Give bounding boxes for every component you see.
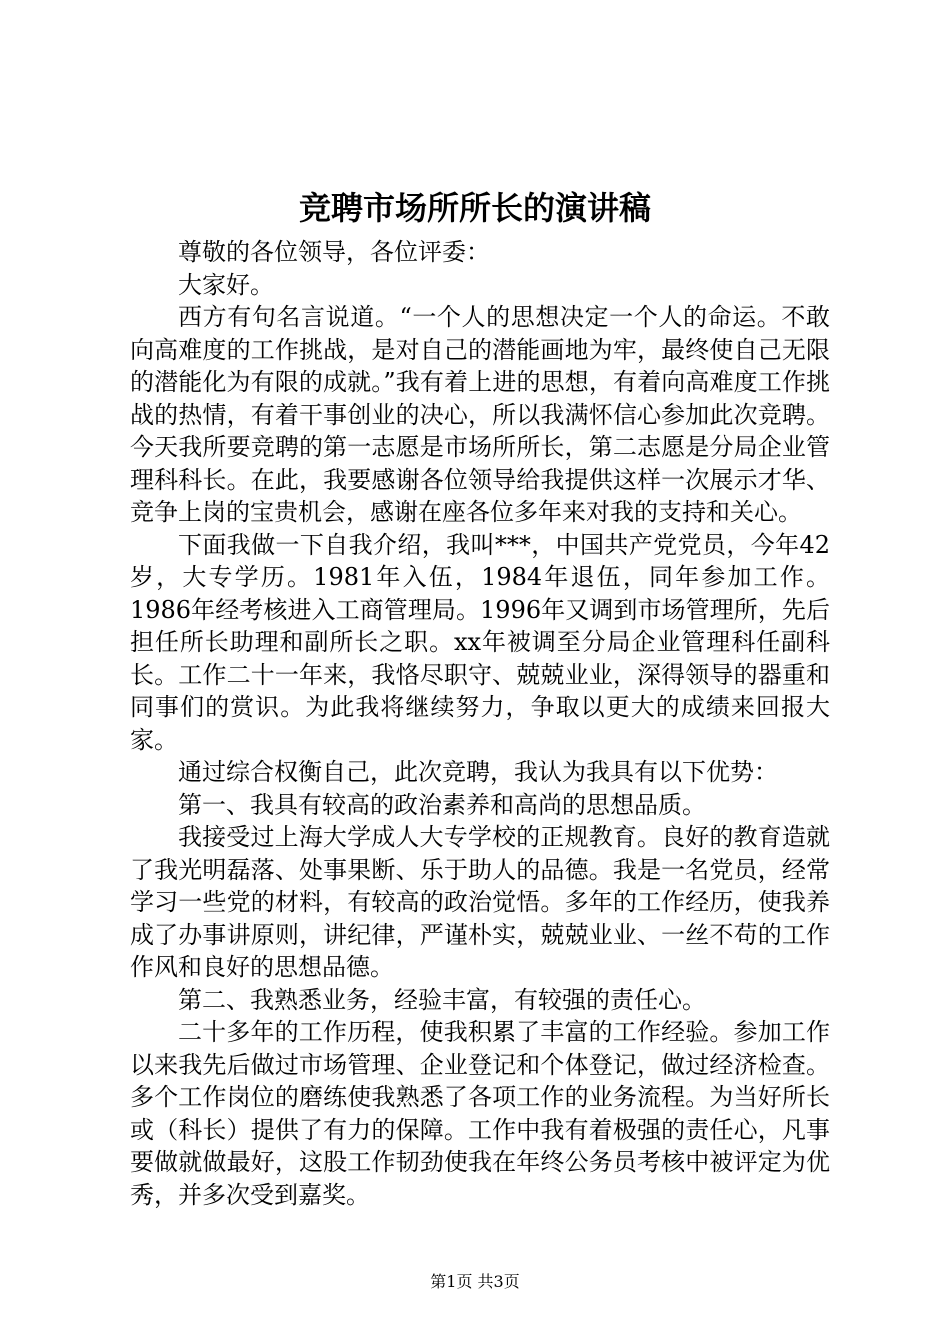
- paragraph-advantage-two-heading: 第二、我熟悉业务，经验丰富，有较强的责任心。: [178, 985, 706, 1014]
- paragraph-salutation: 尊敬的各位领导，各位评委：: [178, 238, 490, 266]
- paragraph-greeting: 大家好。: [178, 270, 274, 299]
- paragraph-advantage-one-body: 我接受过上海大学成人大专学校的正规教育。良好的教育造就了我光明磊落、处事果断、乐于助人的品德。我是一名党员，经常学习一些党的材料，有较高的政治觉悟。多年的工作经历，使我养成了办事讲原则，讲纪律，严谨朴实，兢兢业业、一丝不苟的工作作风和良好的思想品德。: [130, 823, 830, 981]
- paragraph-self-introduction: 下面我做一下自我介绍，我叫***，中国共产党党员，今年42岁，大专学历。1981年入伍，1984年退伍，同年参加工作。1986年经考核进入工商管理局。1996年又调到市场管理所，先后担任所长助理和副所长之职。xx年被调至分局企业管理科任副科长。工作二十一年来，我恪尽职守、兢兢业业，深得领导的器重和同事们的赏识。为此我将继续努力，争取以更大的成绩来回报大家。: [130, 530, 830, 754]
- paragraph-intro: 西方有句名言说道。“一个人的思想决定一个人的命运。不敢向高难度的工作挑战，是对自己的潜能画地为牢，最终使自己无限的潜能化为有限的成就。”我有着上进的思想，有着向高难度工作挑战的热情，有着干事创业的决心，所以我满怀信心参加此次竞聘。今天我所要竞聘的第一志愿是市场所所长，第二志愿是分局企业管理科科长。在此，我要感谢各位领导给我提供这样一次展示才华、竞争上岗的宝贵机会，感谢在座各位多年来对我的支持和关心。: [130, 303, 830, 526]
- document-body: [130, 236, 830, 1211]
- paragraph-advantage-two-body: 二十多年的工作历程，使我积累了丰富的工作经验。参加工作以来我先后做过市场管理、企业登记和个体登记，做过经济检查。多个工作岗位的磨练使我熟悉了各项工作的业务流程。为当好所长或（科长）提供了有力的保障。工作中我有着极强的责任心，凡事要做就做最好，这股工作韧劲使我在年终公务员考核中被评定为优秀，并多次受到嘉奖。: [130, 1018, 830, 1209]
- page-number-footer: 第1页 共3页: [430, 1272, 520, 1291]
- document-title: 竞聘市场所所长的演讲稿: [298, 189, 651, 227]
- paragraph-advantage-one-heading: 第一、我具有较高的政治素养和高尚的思想品质。: [178, 790, 706, 819]
- paragraph-advantages-lead: 通过综合权衡自己，此次竞聘，我认为我具有以下优势：: [178, 758, 778, 786]
